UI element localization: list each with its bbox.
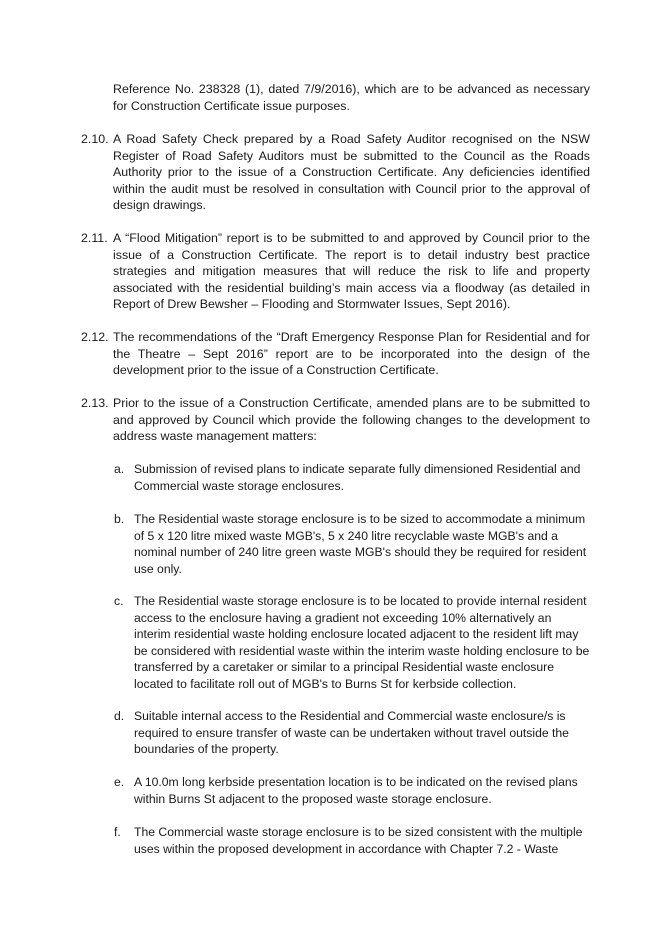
subitem-text-f: The Commercial waste storage enclosure is to be sized consistent with the multiple uses within the proposed development in accordance with Chapter 7.2 - Waste xyxy=(134,825,583,856)
intro-paragraph: Reference No. 238328 (1), dated 7/9/2016), which are to be advanced as necessary for Construction Certificate issue purposes. xyxy=(113,82,590,113)
subitem-text-a: Submission of revised plans to indicate separate fully dimensioned Residential and Commercial waste storage enclosures. xyxy=(134,462,581,493)
subitem-text-e: A 10.0m long kerbside presentation location is to be indicated on the revised plans within Burns St adjacent to the proposed waste storage enclosure. xyxy=(134,775,578,806)
subitem-text-c: The Residential waste storage enclosure is to be located to provide internal resident access to the enclosure having a gradient not exceeding 10% alternatively an interim residential waste holding enclosure located adjacent to the resident lift may be considered with residential waste within the interim waste holding enclosure to be transferred by a caretaker or similar to a principal Residential waste enclosure located to facilitate roll out of MGB's to Burns St for kerbside collection. xyxy=(134,594,590,691)
clause-text-2-11: A “Flood Mitigation” report is to be submitted to and approved by Council prior to the issue of a Construction Certificate. The report is to detail industry best practice strategies and mitigation measures that will reduce the risk to life and property associated with the residential building’s main access via a floodway (as detailed in Report of Drew Bewsher – Flooding and Stormwater Issues, Sept 2016). xyxy=(113,231,590,312)
clause-number-2-11: 2.11. xyxy=(81,231,108,245)
clause-number-2-10: 2.10. xyxy=(81,132,109,146)
subitem-letter-b: b. xyxy=(114,512,125,526)
clause-text-2-13: Prior to the issue of a Construction Certificate, amended plans are to be submitted to and approved by Council which provide the following changes to the development to address waste management matters: xyxy=(113,396,590,444)
clause-text-2-10: A Road Safety Check prepared by a Road Safety Auditor recognised on the NSW Register of Road Safety Auditors must be submitted to the Council as the Roads Authority prior to the issue of a Construction Certificate. Any deficiencies identified within the audit must be resolved in consultation with Council prior to the approval of design drawings. xyxy=(113,132,590,213)
subitem-letter-e: e. xyxy=(114,775,125,789)
subitem-letter-a: a. xyxy=(114,462,125,476)
subitem-letter-c: c. xyxy=(114,594,124,608)
subitem-letter-f: f. xyxy=(114,825,121,839)
subitem-text-b: The Residential waste storage enclosure is to be sized to accommodate a minimum of 5 x 120 litre mixed waste MGB's, 5 x 240 litre recyclable waste MGB's and a nominal number of 240 litre green waste MGB's should they be required for resident use only. xyxy=(134,512,587,576)
clause-number-2-13: 2.13. xyxy=(81,396,109,410)
subitem-text-d: Suitable internal access to the Residential and Commercial waste enclosure/s is required to ensure transfer of waste can be undertaken without travel outside the boundaries of the property. xyxy=(134,709,569,757)
clause-number-2-12: 2.12. xyxy=(81,330,109,344)
subitem-letter-d: d. xyxy=(114,709,125,723)
clause-text-2-12: The recommendations of the “Draft Emergency Response Plan for Residential and for the Theatre – Sept 2016” report are to be incorporated into the design of the development prior to the issue of a Construction Certificate. xyxy=(113,330,590,378)
